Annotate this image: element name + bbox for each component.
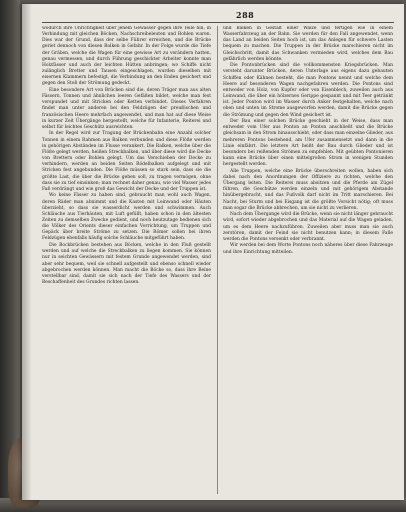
right-text-column (223, 26, 393, 494)
paragraph: Wir werden bei dem Worte Pontons noch näheres über diese Fahrzeuge und ihre Einrichtung mitteilen. (223, 243, 393, 255)
scanner-backdrop-left (0, 0, 20, 512)
scanner-backdrop-bottom (0, 498, 406, 512)
page-gutter-shadow (22, 4, 32, 500)
paragraph: Die Pontonbrücken sind die vollkommensten Kriegsbrücken. Man versteht darunter Brücken, deren Unterlage aus eigens dazu gebauten Schiffen oder Kähnen besteht, die man Pontons nennt und welche dem Heere auf besonderen Wagen nachgefahren werden. Die Pontons sind entweder von Holz, von Kupfer oder von Eisenblech, zuweilen auch aus Leinwand, die über ein hölzernes Gerippe gespannt und mit Teer getränkt ist. Jeder Ponton wird im Wasser durch Anker festgehalten, welche nach oben und unten im Strome ausgeworfen werden, damit die Brücke gegen die Strömung und gegen den Wind gesichert ist. (223, 63, 393, 118)
paragraph: und Balken in Gestalt einer Walze und fertigen wie in einem Wasserfahrzeug an der Bahn. Sie werden für den Fall angewendet, wenn das Land an beiden Seiten hoch ist, um das Anlegen für schwere Lasten bequem zu machen. Die Truppen in der Brücke marschieren nicht im Gleichschritt, damit das Schwanken vermieden wird, welches dem Bau gefährlich werden könnte. (223, 26, 393, 62)
paragraph: Die Bockbrücken bestehen aus Böcken, welche in den Fluß gestellt werden und auf welche die Streckbalken zu liegen kommen. Sie können nur in seichten Gewässern mit festem Grunde angewendet werden, sind aber sehr bequem, weil sie schnell aufgestellt und ebenso schnell wieder abgebrochen werden können. Man macht die Böcke so, dass ihre Beine verstellbar sind, damit sie sich nach der Tiefe des Wassers und der Beschaffenheit des Grundes richten lassen. (42, 243, 211, 285)
left-text-column (42, 26, 211, 494)
book-page (22, 4, 404, 500)
paragraph: wodurch ihre Unrichtigkeit über jenem Gewässer gegen ihre Teile hin, in Verbindung mit gleichen Böcken, Nachschreibeleuten und Bohlen waren. Dies war der Grund, dass der selbe Führer erreichen, und die Brücke geriet dennoch von diesen Balken in Gefahr. In der Folge wurde die Tiefe der Gräben, welche die Wagen für eine gewisse Art zu verändern hatten, genau vermessen, und durch Führung geschickter Arbeiter konnte man Holzfässer und auch der leichten Hütten anbringen; wo Schiffe nicht zulänglich Bretter und Tausen eingeschlagen, wurden dieselben mit eisernen Klammern befestigt, die Verbindung an den Enden gesichert und gegen den Stoß der Strömung gedeckt. (42, 26, 211, 87)
paragraph: Alle Truppen, welche eine Brücke überschreiten wollen, haben sich dabei nach den Anordnungen der Offiziere zu richten, welche den Übergang leiten. Die Reiterei muss absitzen und die Pferde am Zügel führen, die Geschütze werden einzeln und mit gehörigem Abstande hinübergebracht, und das Fußvolk darf nicht im Tritt marschieren. Bei Nacht, bei Sturm und bei Eisgang ist die größte Vorsicht nötig; oft muss man sogar die Brücke abbrechen, um sie nicht zu verlieren. (223, 168, 393, 211)
paragraph: Eine besondere Art von Brücken sind die, deren Träger man aus alten Fässern, Tonnen und ähnlichen leeren Gefäßen bildet, welche man fest verspundet und mit Stricken oder Ketten verbindet. Dieses Verfahren findet man unter anderen bei den Feldzügen der preußischen und französischen Heere mehrfach angewendet, und man hat auf diese Weise in kurzer Zeit Übergänge hergestellt, welche für Infanterie, Reiterei und selbst für leichtes Geschütz ausreichten. (42, 87, 211, 130)
paragraph: Der Bau einer solchen Brücke geschieht in der Weise, dass man entweder vom Ufer aus Ponton an Ponton anschließt und die Brücke gleichsam in den Strom hinausschiebt, oder dass man einzelne Glieder, aus mehreren Pontons bestehend, am Ufer zusammensetzt und dann in die Linie einfährt. Die letztere Art heißt der Bau durch Glieder und ist besonders bei reißenden Strömen zu empfehlen. Mit geübten Pontonieren kann eine Brücke über einen mittelgroßen Strom in wenigen Stunden hergestellt werden. (223, 119, 393, 168)
paragraph: Nach dem Übergange wird die Brücke, wenn sie nicht länger gebraucht wird, sofort wieder abgebrochen und das Material auf die Wagen geladen, um es dem Heere nachzuführen. Zuweilen aber muss man sie auch zerstören, damit der Feind sie nicht benutzen kann; in diesem Falle werden die Pontons versenkt oder verbrannt. (223, 212, 393, 242)
paragraph: Wo keine Fässer zu haben sind, gebraucht man wohl auch Wagen, deren Räder man abnimmt und die Kasten mit Leinwand oder Häuten überzieht, so dass sie wasserdicht werden und schwimmen. Auch Schläuche aus Tierhäuten, mit Luft gefüllt, haben schon in den ältesten Zeiten zu demselben Zwecke gedient, und noch heutzutage bedienen sich die Völker des Orients dieser einfachen Vorrichtung, um Truppen und Gepäck über breite Ströme zu setzen. Die Römer sollen bei ihren Feldzügen ebenfalls häufig solche Schläuche mitgeführt haben. (42, 193, 211, 242)
header-rule (42, 22, 394, 23)
paragraph: In der Regel wird zur Tragung der Brückenbahn eine Anzahl solcher Tonnen in einem Rahmen aus Balken verbunden und diese Flöße werden in gehörigen Abständen im Flusse verankert. Die Balken, welche über die Flöße gelegt werden, heißen Streckbalken, und über diese wird die Decke von Brettern oder Bohlen gelegt. Um das Verschieben der Decke zu verhindern, werden an beiden Seiten Rödelbalken aufgelegt und mit Stricken fest angebunden. Die Flöße müssen so stark sein, dass sie die größte Last, die über die Brücke gehen soll, zu tragen vermögen, ohne dass sie zu tief einsinken; man rechnet daher genau, wie viel Wasser jedes Faß verdrängt und wie groß das Gewicht der Decke und der Truppen ist. (42, 131, 211, 192)
column-divider (217, 26, 218, 494)
page-number: 288 (236, 10, 255, 20)
